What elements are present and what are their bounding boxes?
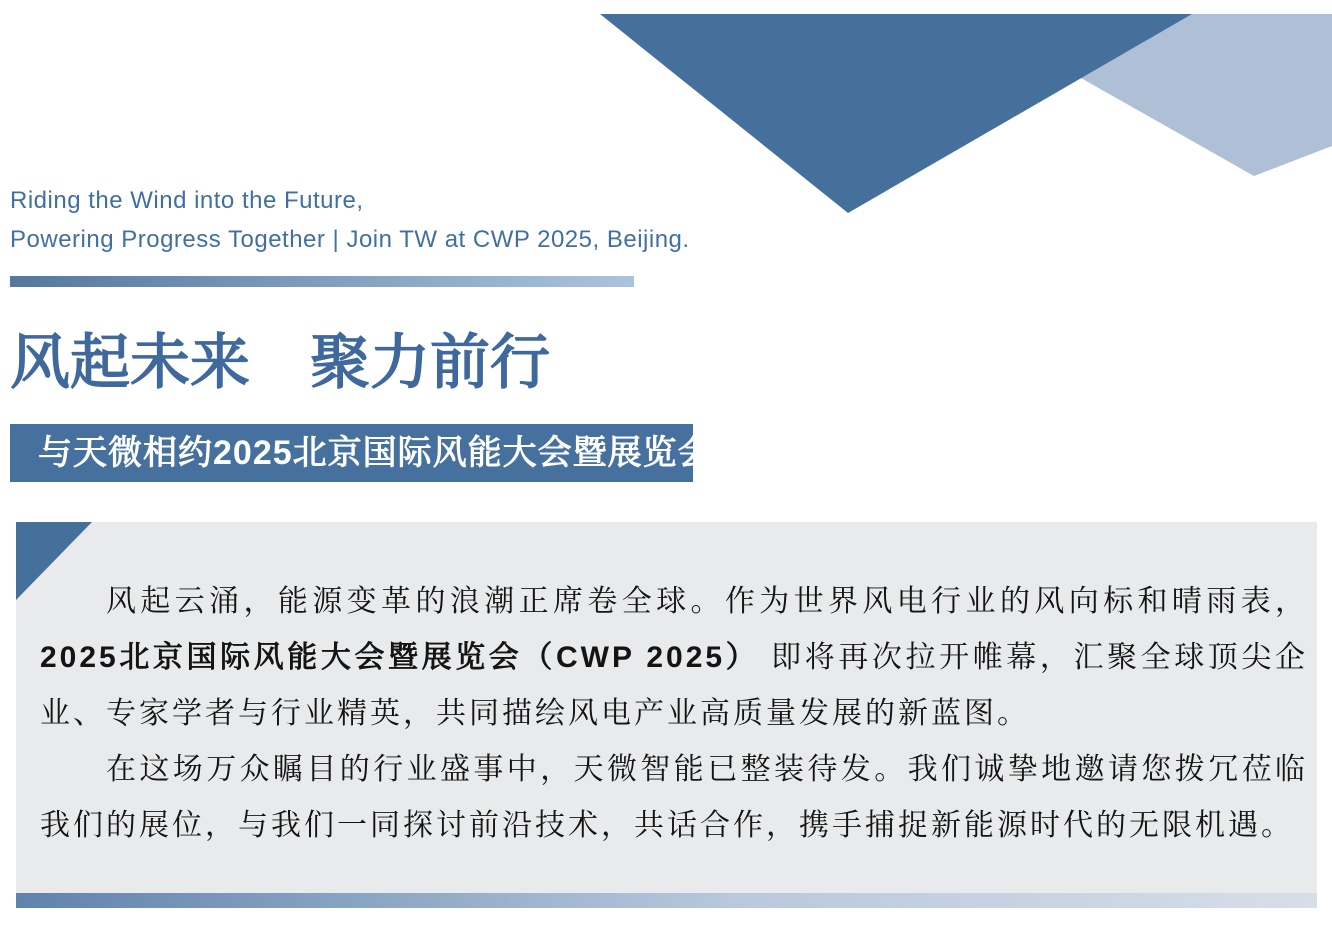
paragraph1-line2-rest: 即将再次拉开帷幕，汇聚全球顶尖企 [759,641,1308,674]
article-box [16,522,1317,893]
paragraph1-line2-bold: 2025北京国际风能大会暨展览会（CWP 2025） [40,641,760,674]
bottom-gradient-bar [16,893,1317,908]
subtitle-banner [10,424,713,482]
page-title: 风起未来 聚力前行 [10,329,550,396]
subtitle-banner-text: 与天微相约2025北京国际风能大会暨展览会 [38,434,713,472]
article-text [40,574,1308,854]
paragraph1-line1: 风起云涌，能源变革的浪潮正席卷全球。作为世界风电行业的风向标和晴雨表， [106,585,1308,618]
paragraph1-line2 [40,630,1308,686]
tagline-line-1: Riding the Wind into the Future, [10,187,364,214]
paragraph2-line2: 我们的展位，与我们一同探讨前沿技术，共话合作，携手捕捉新能源时代的无限机遇。 [40,809,1294,842]
paragraph1-line3: 业、专家学者与行业精英，共同描绘风电产业高质量发展的新蓝图。 [40,697,1030,730]
tagline [10,181,690,259]
top-gradient-divider [10,276,634,287]
tagline-line-2: Powering Progress Together | Join TW at CWP 2025, Beijing. [10,226,690,253]
paragraph2-line1: 在这场万众瞩目的行业盛事中，天微智能已整装待发。我们诚挚地邀请您拨冗莅临 [106,753,1308,786]
